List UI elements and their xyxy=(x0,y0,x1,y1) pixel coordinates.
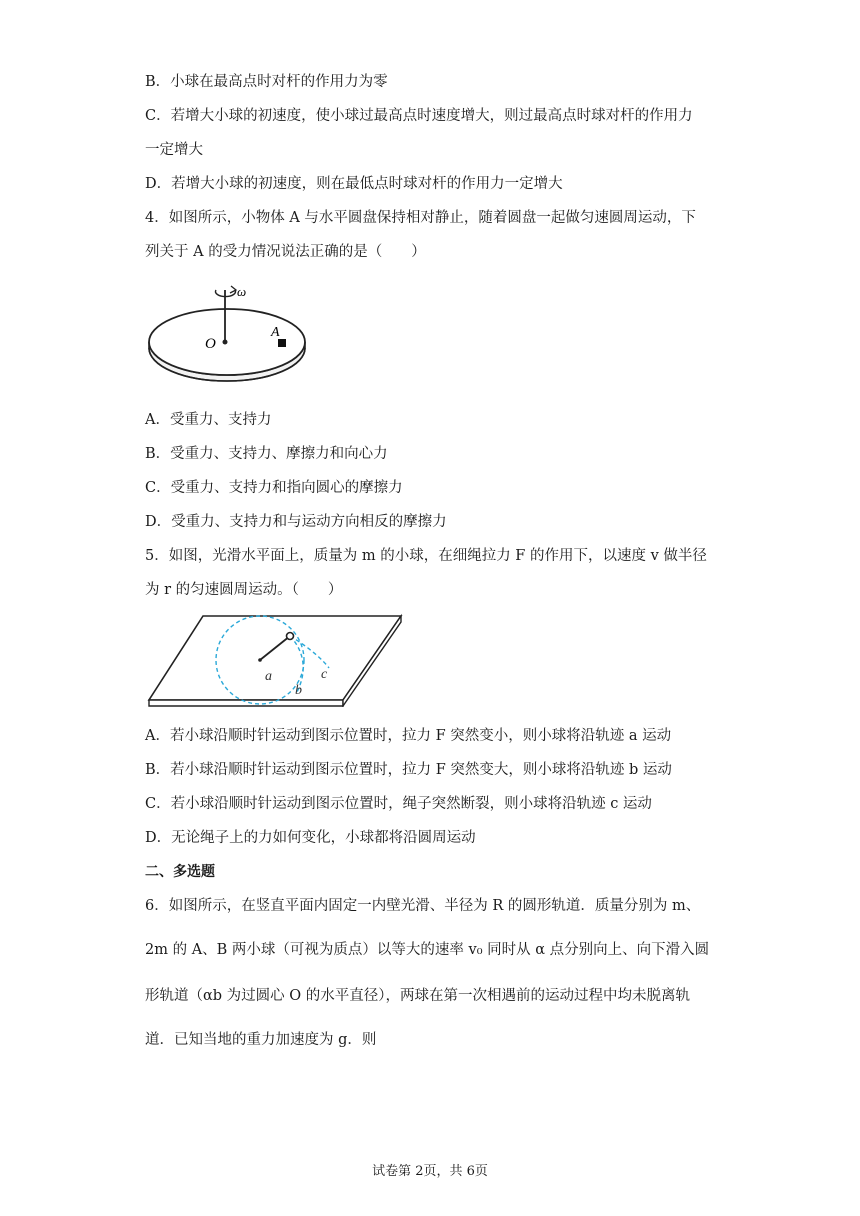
q6-line1: 6．如图所示，在竖直平面内固定一内壁光滑、半径为 R 的圆形轨道．质量分别为 m、 xyxy=(145,898,701,914)
q4-rotating-disk-figure xyxy=(145,276,315,386)
q5-path-c-label: c xyxy=(321,667,328,682)
q5-option-d: D．无论绳子上的力如何变化，小球都将沿圆周运动 xyxy=(145,830,476,846)
q4-center-label: O xyxy=(205,336,216,352)
q6-line2: 2m 的 A、B 两小球（可视为质点）以等大的速率 v₀ 同时从 α 点分别向上、向下滑入圆 xyxy=(145,942,710,958)
q4-option-b: B．受重力、支持力、摩擦力和向心力 xyxy=(145,446,388,462)
q4-object-label: A xyxy=(271,325,280,340)
q5-circular-motion-figure xyxy=(145,612,405,707)
q3-option-b: B．小球在最高点时对杆的作用力为零 xyxy=(145,74,388,90)
q3-option-c-line1: C．若增大小球的初速度，使小球过最高点时速度增大，则过最高点时球对杆的作用力 xyxy=(145,108,693,124)
q5-option-b: B．若小球沿顺时针运动到图示位置时，拉力 F 突然变大，则小球将沿轨迹 b 运动 xyxy=(145,762,672,778)
section-heading-multiple-choice: 二、多选题 xyxy=(145,864,215,880)
q5-option-a: A．若小球沿顺时针运动到图示位置时，拉力 F 突然变小，则小球将沿轨迹 a 运动 xyxy=(145,728,672,744)
q6-line4: 道．已知当地的重力加速度为 g．则 xyxy=(145,1032,377,1048)
q5-option-c: C．若小球沿顺时针运动到图示位置时，绳子突然断裂，则小球将沿轨迹 c 运动 xyxy=(145,796,652,812)
q6-line3: 形轨道（αb 为过圆心 O 的水平直径），两球在第一次相遇前的运动过程中均未脱离轨 xyxy=(145,988,691,1004)
q3-option-d: D．若增大小球的初速度，则在最低点时球对杆的作用力一定增大 xyxy=(145,176,563,192)
q5-path-a-label: a xyxy=(265,669,272,684)
q4-option-c: C．受重力、支持力和指向圆心的摩擦力 xyxy=(145,480,403,496)
q4-option-a: A．受重力、支持力 xyxy=(145,412,272,428)
q4-option-d: D．受重力、支持力和与运动方向相反的摩擦力 xyxy=(145,514,447,530)
q4-stem-line1: 4．如图所示，小物体 A 与水平圆盘保持相对静止，随着圆盘一起做匀速圆周运动，下 xyxy=(145,210,696,226)
q5-path-b-label: b xyxy=(295,683,302,698)
q4-omega-label: ω xyxy=(237,284,247,299)
q3-option-c-line2: 一定增大 xyxy=(145,142,203,158)
q5-stem-line2: 为 r 的匀速圆周运动。（ ） xyxy=(145,582,343,598)
q5-stem-line1: 5．如图，光滑水平面上，质量为 m 的小球，在细绳拉力 F 的作用下，以速度 v 做半径 xyxy=(145,548,707,564)
q4-stem-line2: 列关于 A 的受力情况说法正确的是（ ） xyxy=(145,244,426,260)
page-footer: 试卷第 2页，共 6页 xyxy=(372,1164,488,1179)
